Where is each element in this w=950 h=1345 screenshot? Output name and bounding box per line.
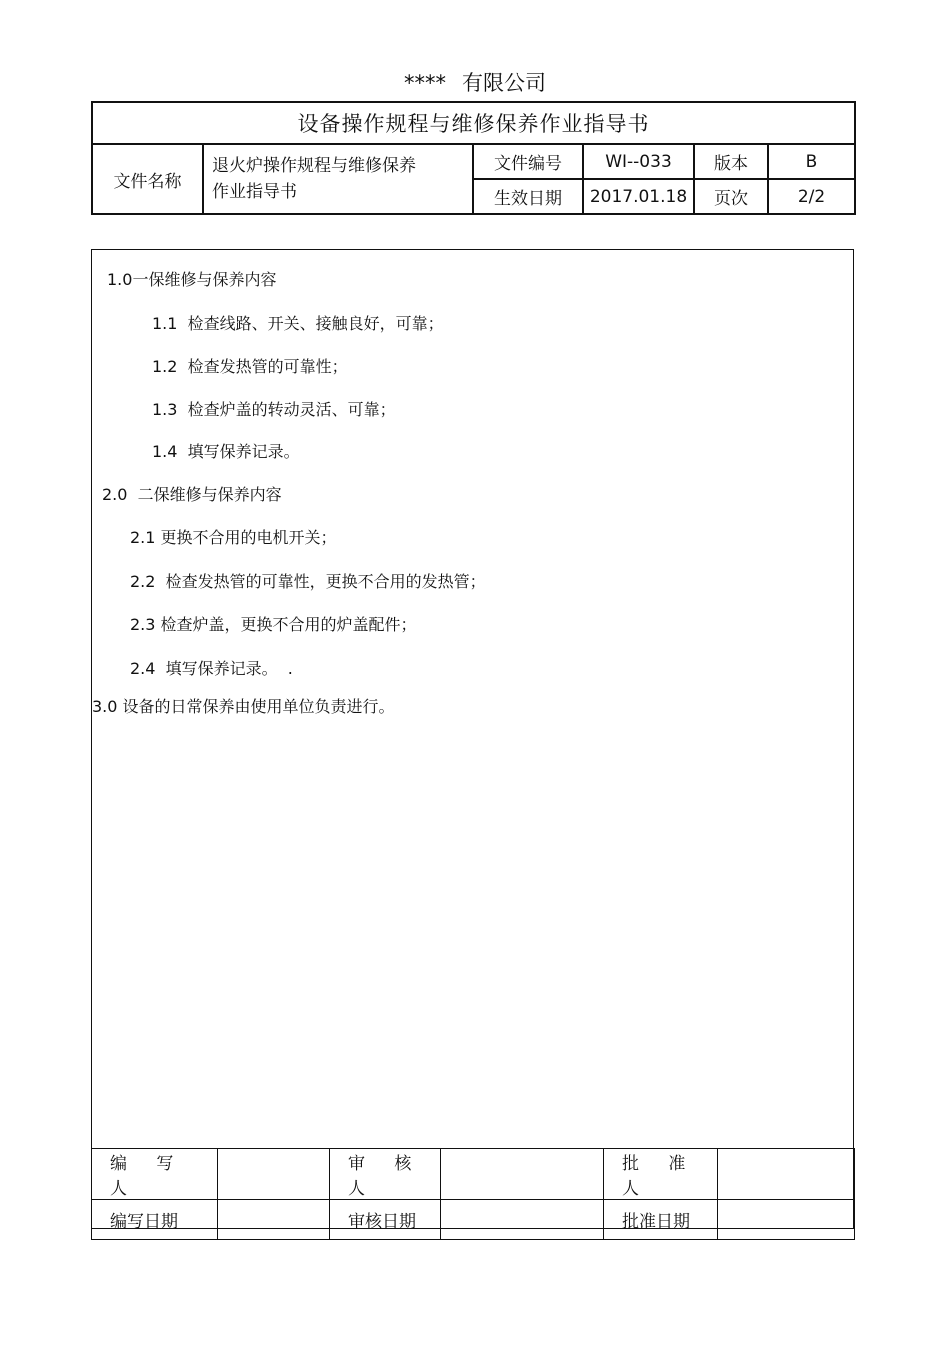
writer-label: 编 写 人 bbox=[92, 1149, 218, 1200]
file-name-label: 文件名称 bbox=[92, 144, 203, 214]
effective-date-label: 生效日期 bbox=[473, 179, 583, 214]
section-1-3: 1.3 检查炉盖的转动灵活、可靠； bbox=[152, 400, 396, 419]
approver-label: 批 准 人 bbox=[604, 1149, 718, 1200]
file-number-value: WI--033 bbox=[583, 144, 694, 179]
write-date-label: 编写日期 bbox=[92, 1200, 218, 1240]
file-name-value bbox=[203, 144, 473, 214]
approve-date-label: 批准日期 bbox=[604, 1200, 718, 1240]
section-2-4: 2.4 填写保养记录。 . bbox=[130, 659, 293, 678]
section-2-3: 2.3 检查炉盖，更换不合用的炉盖配件； bbox=[130, 615, 417, 634]
section-2-heading: 2.0 二保维修与保养内容 bbox=[102, 485, 282, 504]
writer-value bbox=[218, 1149, 330, 1200]
document-header-table bbox=[91, 101, 856, 215]
version-label: 版本 bbox=[694, 144, 768, 179]
file-name-line-1: 退火炉操作规程与维修保养 bbox=[212, 156, 416, 176]
reviewer-value bbox=[441, 1149, 604, 1200]
approve-date-value bbox=[718, 1200, 855, 1240]
review-date-value bbox=[441, 1200, 604, 1240]
file-name-line-2: 作业指导书 bbox=[212, 182, 297, 202]
write-date-value bbox=[218, 1200, 330, 1240]
section-1-1: 1.1 检查线路、开关、接触良好，可靠； bbox=[152, 314, 444, 333]
section-2-2: 2.2 检查发热管的可靠性，更换不合用的发热管； bbox=[130, 572, 486, 591]
section-2-1: 2.1 更换不合用的电机开关； bbox=[130, 528, 337, 547]
section-3: 3.0 设备的日常保养由使用单位负责进行。 bbox=[92, 697, 395, 716]
page-value: 2/2 bbox=[768, 179, 855, 214]
document-title: 设备操作规程与维修保养作业指导书 bbox=[92, 102, 855, 144]
company-stars: **** bbox=[404, 71, 446, 95]
approver-value bbox=[718, 1149, 855, 1200]
version-value: B bbox=[768, 144, 855, 179]
section-1-heading: 1.0一保维修与保养内容 bbox=[107, 270, 277, 289]
file-number-label: 文件编号 bbox=[473, 144, 583, 179]
content-box bbox=[91, 249, 854, 1229]
section-1-4: 1.4 填写保养记录。 bbox=[152, 442, 300, 461]
effective-date-value: 2017.01.18 bbox=[583, 179, 694, 214]
signoff-table bbox=[91, 1148, 855, 1240]
company-suffix: 有限公司 bbox=[462, 71, 546, 95]
company-name bbox=[0, 68, 950, 98]
review-date-label: 审核日期 bbox=[330, 1200, 441, 1240]
section-1-2: 1.2 检查发热管的可靠性； bbox=[152, 357, 348, 376]
page-label: 页次 bbox=[694, 179, 768, 214]
reviewer-label: 审 核 人 bbox=[330, 1149, 441, 1200]
